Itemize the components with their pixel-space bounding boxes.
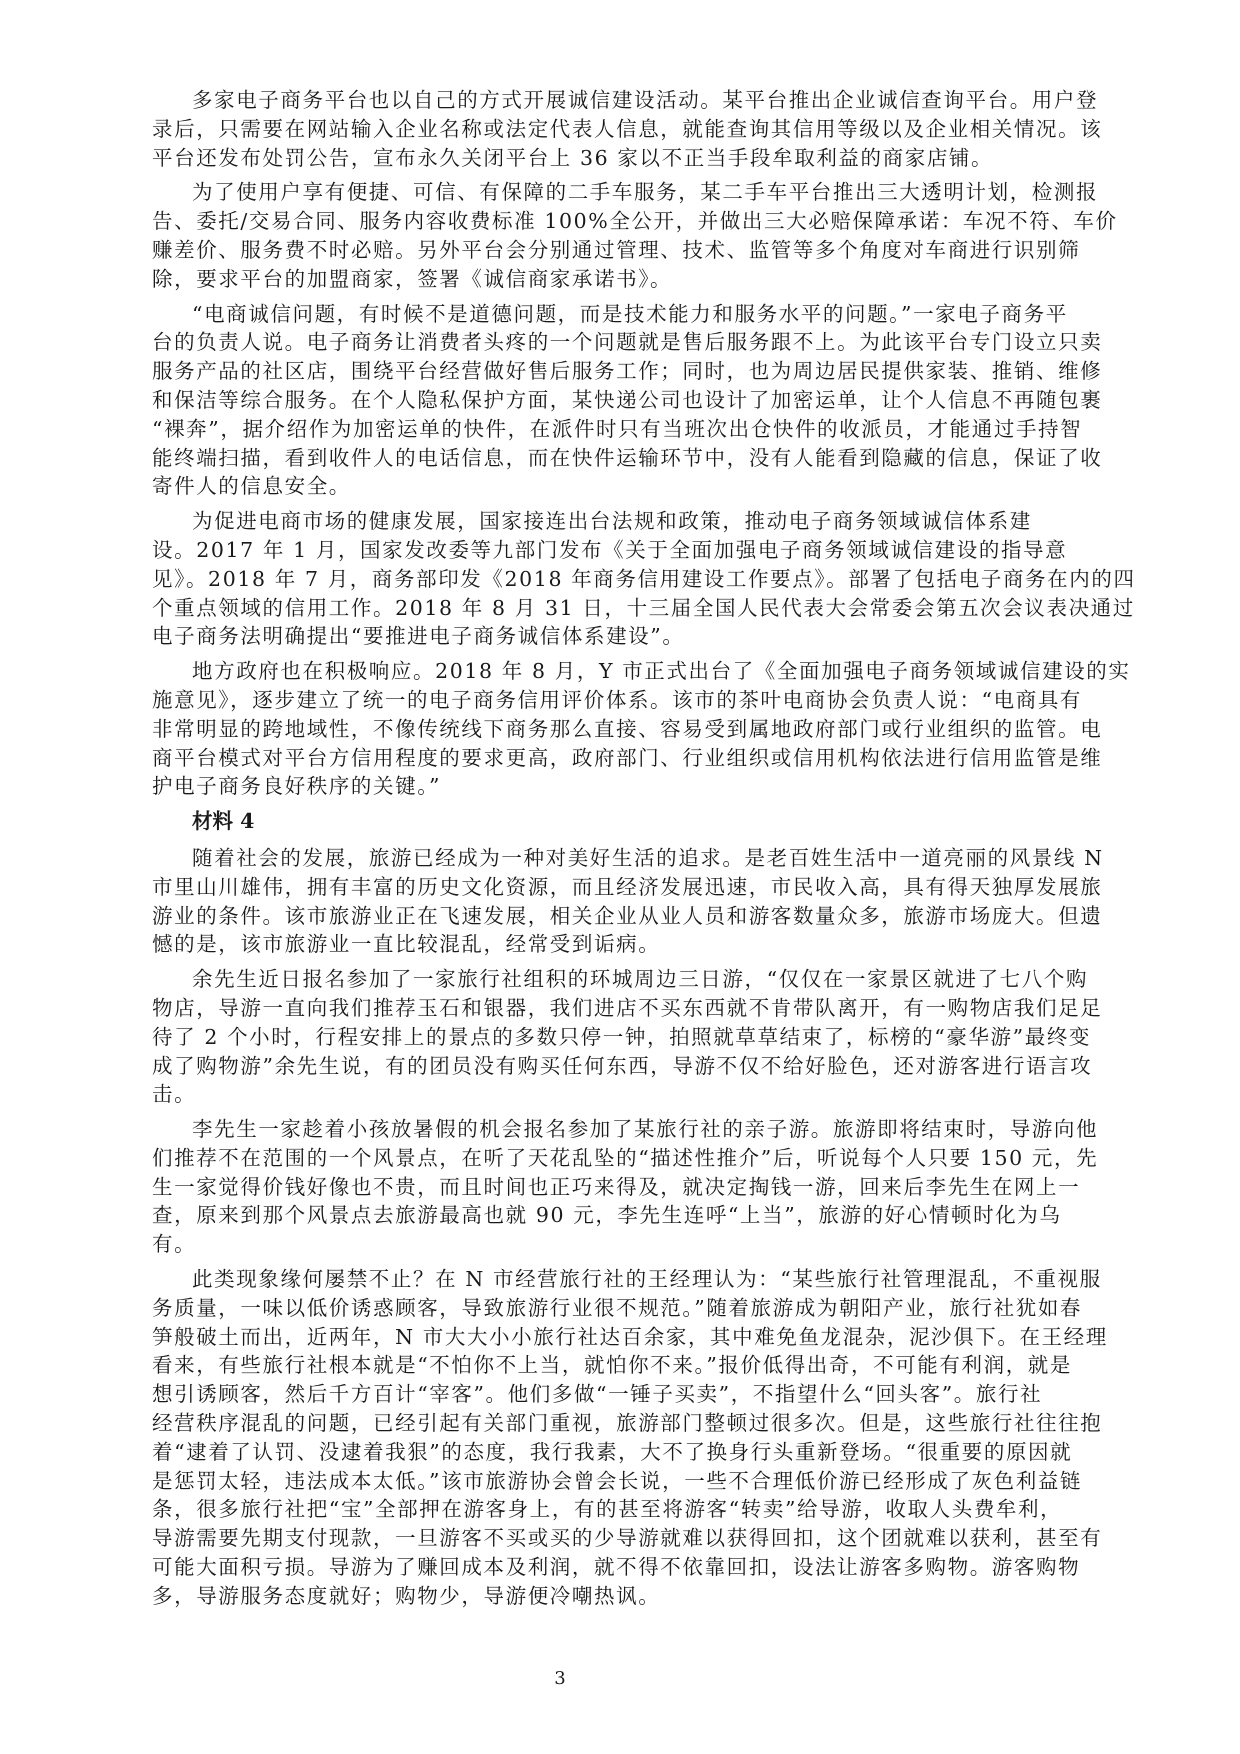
paragraph xyxy=(152,1265,1108,1611)
text-line: 市里山川雄伟，拥有丰富的历史文化资源，而且经济发展迅速，市民收入高，具有得天独厚发展旅 xyxy=(152,874,1103,899)
paragraph xyxy=(152,1115,1102,1259)
text-line: 地方政府也在积极响应。2018 年 8 月，Y 市正式出台了《全面加强电子商务领域诚信建设的实 xyxy=(192,659,1131,684)
text-line: 为了使用户享有便捷、可信、有保障的二手车服务，某二手车平台推出三大透明计划，检测报 xyxy=(192,180,1099,205)
document-body xyxy=(152,86,1136,1617)
paragraph xyxy=(152,86,1102,172)
text-line: 余先生近日报名参加了一家旅行社组积的环城周边三日游，“仅仅在一家景区就进了七八个购 xyxy=(192,967,1089,992)
text-line: 查，原来到那个风景点去旅游最高也就 90 元，李先生连呼“上当”，旅游的好心情顿时化为乌 xyxy=(152,1203,1062,1228)
text-line: 成了购物游”余先生说，有的团员没有购买任何东西，导游不仅不给好脸色，还对游客进行语言攻 xyxy=(152,1053,1093,1078)
text-line: 物店，导游一直向我们推荐玉石和银器，我们进店不买东西就不肯带队离开，有一购物店我们足足 xyxy=(152,995,1103,1020)
text-line: 寄件人的信息安全。 xyxy=(152,474,351,499)
text-line: 笋般破土而出，近两年，N 市大大小小旅行社达百余家，其中难免鱼龙混杂，泥沙俱下。在王经理 xyxy=(152,1324,1108,1349)
paragraph xyxy=(152,965,1102,1109)
paragraph xyxy=(152,507,1136,651)
text-line: 想引诱顾客，然后千方百计“宰客”。他们多做“一锤子买卖”，不指望什么“回头客”。旅行社 xyxy=(152,1382,1043,1407)
text-line: 除，要求平台的加盟商家，签署《诚信商家承诺书》。 xyxy=(152,266,673,291)
text-line: 生一家觉得价钱好像也不贵，而且时间也正巧来得及，就决定掏钱一游，回来后李先生在网上一 xyxy=(152,1174,1081,1199)
text-line: 条，很多旅行社把“宝”全部押在游客身上，有的甚至将游客“转卖”给导游，收取人头费牟利， xyxy=(152,1497,1063,1522)
text-line: 施意见》，逐步建立了统一的电子商务信用评价体系。该市的茶叶电商协会负责人说：“电商具有 xyxy=(152,687,1083,712)
text-line: 服务产品的社区店，围绕平台经营做好售后服务工作；同时，也为周边居民提供家装、推销、维修 xyxy=(152,359,1103,384)
paragraph xyxy=(152,300,1102,502)
text-line: 见》。2018 年 7 月，商务部印发《2018 年商务信用建设工作要点》。部署了包括电子商务在内的四 xyxy=(152,566,1136,591)
text-line: 们推荐不在范围的一个风景点，在听了天花乱坠的“描述性推介”后，听说每个人只要 150 元，先 xyxy=(152,1145,1099,1170)
text-line: 能终端扫描，看到收件人的电话信息，而在快件运输环节中，没有人能看到隐藏的信息，保证了收 xyxy=(152,445,1103,470)
text-line: “电商诚信问题，有时候不是道德问题，而是技术能力和服务水平的问题。”一家电子商务平 xyxy=(192,301,1068,326)
text-line: 多家电子商务平台也以自己的方式开展诚信建设活动。某平台推出企业诚信查询平台。用户登 xyxy=(192,88,1099,112)
material-4 xyxy=(152,844,1108,1611)
text-line: 此类现象缘何屡禁不止？在 N 市经营旅行社的王经理认为：“某些旅行社管理混乱，不重视服 xyxy=(192,1267,1102,1292)
text-line: 经营秩序混乱的问题，已经引起有关部门重视，旅游部门整顿过很多次。但是，这些旅行社往往抱 xyxy=(152,1411,1103,1436)
text-line: 击。 xyxy=(152,1082,197,1107)
paragraph xyxy=(152,657,1131,801)
text-line: 务质量，一味以低价诱惑顾客，导致旅游行业很不规范。”随着旅游成为朝阳产业，旅行社犹如春 xyxy=(152,1295,1083,1320)
text-line: 看来，有些旅行社根本就是“不怕你不上当，就怕你不来。”报价低得出奇，不可能有利润，就是 xyxy=(152,1353,1073,1378)
text-line: 可能大面积亏损。导游为了赚回成本及利润，就不得不依靠回扣，设法让游客多购物。游客购物 xyxy=(152,1555,1081,1580)
text-line: 憾的是，该市旅游业一直比较混乱，经常受到诟病。 xyxy=(152,932,661,957)
text-line: 着“逮着了认罚、没逮着我狠”的态度，我行我素，大不了换身行头重新登场。“很重要的原因就 xyxy=(152,1439,1073,1464)
text-line: 非常明显的跨地域性，不像传统线下商务那么直接、容易受到属地政府部门或行业组织的监管。电 xyxy=(152,716,1103,741)
text-line: 录后，只需要在网站输入企业名称或法定代表人信息，就能查询其信用等级以及企业相关情况。该 xyxy=(152,116,1103,141)
text-line: 商平台模式对平台方信用程度的要求更高，政府部门、行业组织或信用机构依法进行信用监管是维 xyxy=(152,745,1103,770)
text-line: 护电子商务良好秩序的关键。” xyxy=(152,774,442,799)
text-line: 设。2017 年 1 月，国家发改委等九部门发布《关于全面加强电子商务领域诚信建设的指导意 xyxy=(152,537,1068,562)
page-number: 3 xyxy=(554,1668,566,1689)
text-line: 和保洁等综合服务。在个人隐私保护方面，某快递公司也设计了加密运单，让个人信息不再随包裹 xyxy=(152,387,1103,412)
text-line: 李先生一家趁着小孩放暑假的机会报名参加了某旅行社的亲子游。旅游即将结束时，导游向他 xyxy=(192,1117,1099,1142)
text-line: 有。 xyxy=(152,1232,197,1257)
text-line: 赚差价、服务费不时必赔。另外平台会分别通过管理、技术、监管等多个角度对车商进行识别筛 xyxy=(152,237,1081,262)
text-line: 待了 2 个小时，行程安排上的景点的多数只停一钟，拍照就草草结束了，标榜的“豪华游”最终变 xyxy=(152,1024,1092,1049)
text-line: “裸奔”，据介绍作为加密运单的快件，在派件时只有当班次出仓快件的收派员，才能通过手持智 xyxy=(152,416,1083,441)
text-line: 随着社会的发展，旅游已经成为一种对美好生活的追求。是老百姓生活中一道亮丽的风景线 N xyxy=(192,845,1104,870)
text-line: 个重点领域的信用工作。2018 年 8 月 31 日，十三届全国人民代表大会常委会第五次会议表决通过 xyxy=(152,595,1135,620)
section-heading: 材料 4 xyxy=(192,809,255,834)
text-line: 告、委托/交易合同、服务内容收费标准 100%全公开，并做出三大必赔保障承诺：车况不符、车价 xyxy=(152,209,1118,234)
text-line: 游业的条件。该市旅游业正在飞速发展，相关企业从业人员和游客数量众多，旅游市场庞大。但遗 xyxy=(152,903,1103,928)
text-line: 为促进电商市场的健康发展，国家接连出台法规和政策，推动电子商务领域诚信体系建 xyxy=(192,509,1032,534)
text-line: 台的负责人说。电子商务让消费者头疼的一个问题就是售后服务跟不上。为此该平台专门设立只卖 xyxy=(152,330,1103,355)
text-line: 导游需要先期支付现款，一旦游客不买或买的少导游就难以获得回扣，这个团就难以获利，甚至有 xyxy=(152,1526,1103,1551)
paragraph xyxy=(152,844,1102,959)
paragraph xyxy=(152,178,1118,293)
text-line: 多，导游服务态度就好；购物少，导游便冷嘲热讽。 xyxy=(152,1583,661,1608)
material-3-continued xyxy=(152,86,1136,801)
text-line: 电子商务法明确提出“要推进电子商务诚信体系建设”。 xyxy=(152,624,685,649)
text-line: 是惩罚太轻，违法成本太低。”该市旅游协会曾会长说，一些不合理低价游已经形成了灰色利益链 xyxy=(152,1468,1083,1493)
text-line: 平台还发布处罚公告，宣布永久关闭平台上 36 家以不正当手段牟取利益的商家店铺。 xyxy=(152,145,994,170)
